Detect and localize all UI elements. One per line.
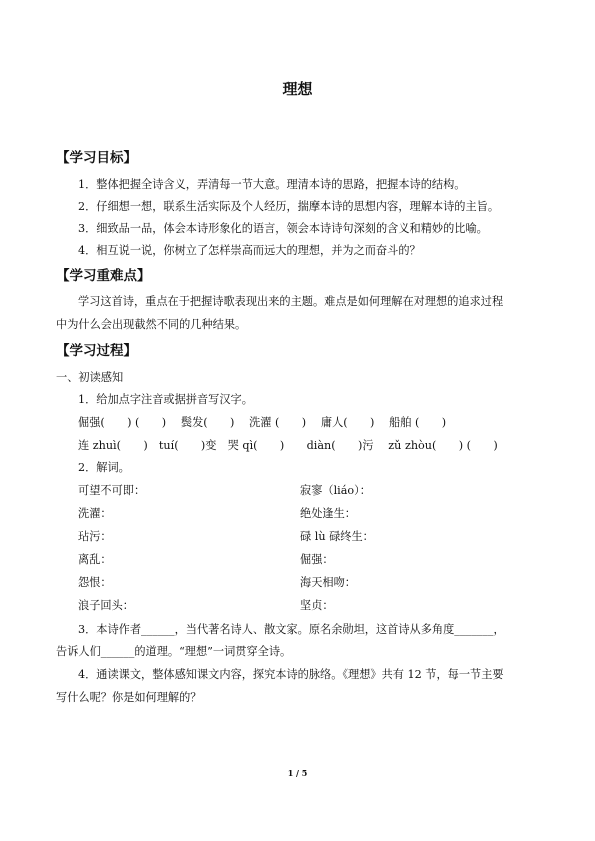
vocab-left-5: 怨恨： — [78, 576, 112, 589]
goal-item-4: 4．相互说一说，你树立了怎样崇高而远大的理想，并为之而奋斗的？ — [78, 244, 421, 257]
question-3-line-1: 3．本诗作者______，当代著名诗人、散文家。原名余勋坦，这首诗从多角度_______， — [78, 623, 505, 636]
key-points-line-2: 中为什么会出现截然不同的几种结果。 — [56, 318, 247, 331]
vocab-right-6: 坚贞： — [300, 599, 334, 612]
pinyin-row-2: 连 zhuì( ) tuí( )变 哭 qì( ) diàn( )污 zǔ zhòu( ) ( ) — [78, 439, 498, 452]
goals-heading: 【学习目标】 — [56, 150, 137, 166]
goal-item-1: 1．整体把握全诗含义，弄清每一节大意。理清本诗的思路，把握本诗的结构。 — [78, 178, 466, 191]
vocab-left-3: 玷污： — [78, 530, 112, 543]
vocab-left-4: 离乱： — [78, 553, 112, 566]
question-4-line-1: 4．通读课文，整体感知课文内容，探究本诗的脉络。《理想》共有 12 节，每一节主要 — [78, 668, 504, 681]
vocab-right-4: 倔强： — [300, 553, 334, 566]
vocab-left-1: 可望不可即： — [78, 484, 146, 497]
goal-item-3: 3．细致品一品，体会本诗形象化的语言，领会本诗诗句深刻的含义和精妙的比喻。 — [78, 222, 488, 235]
key-points-heading: 【学习重难点】 — [56, 268, 151, 284]
question-2: 2．解词。 — [78, 461, 130, 474]
vocab-right-2: 绝处逢生： — [300, 507, 356, 520]
vocab-right-5: 海天相吻： — [300, 576, 356, 589]
page-title: 理想 — [282, 80, 313, 98]
question-1: 1．给加点字注音或据拼音写汉字。 — [78, 393, 253, 406]
vocab-left-2: 洗濯： — [78, 507, 112, 520]
page-number: 1 / 5 — [287, 768, 308, 778]
key-points-line-1: 学习这首诗，重点在于把握诗歌表现出来的主题。难点是如何理解在对理想的追求过程 — [78, 295, 504, 308]
question-3-line-2: 告诉人们______的道理。“理想”一词贯穿全诗。 — [56, 645, 292, 658]
pinyin-row-1: 倔强( ) ( ) 鬓发( ) 洗濯 ( ) 庸人( ) 船舶 ( ) — [78, 416, 447, 429]
vocab-left-6: 浪子回头： — [78, 599, 134, 612]
vocab-right-3: 碌 lù 碌终生： — [300, 530, 374, 543]
vocab-right-1: 寂寥（liáo）： — [300, 484, 371, 497]
goal-item-2: 2．仔细想一想，联系生活实际及个人经历，揣摩本诗的思想内容，理解本诗的主旨。 — [78, 200, 500, 213]
question-4-line-2: 写什么呢？你是如何理解的？ — [56, 691, 202, 704]
process-heading: 【学习过程】 — [56, 343, 137, 359]
part-one-heading: 一、初读感知 — [56, 371, 124, 384]
